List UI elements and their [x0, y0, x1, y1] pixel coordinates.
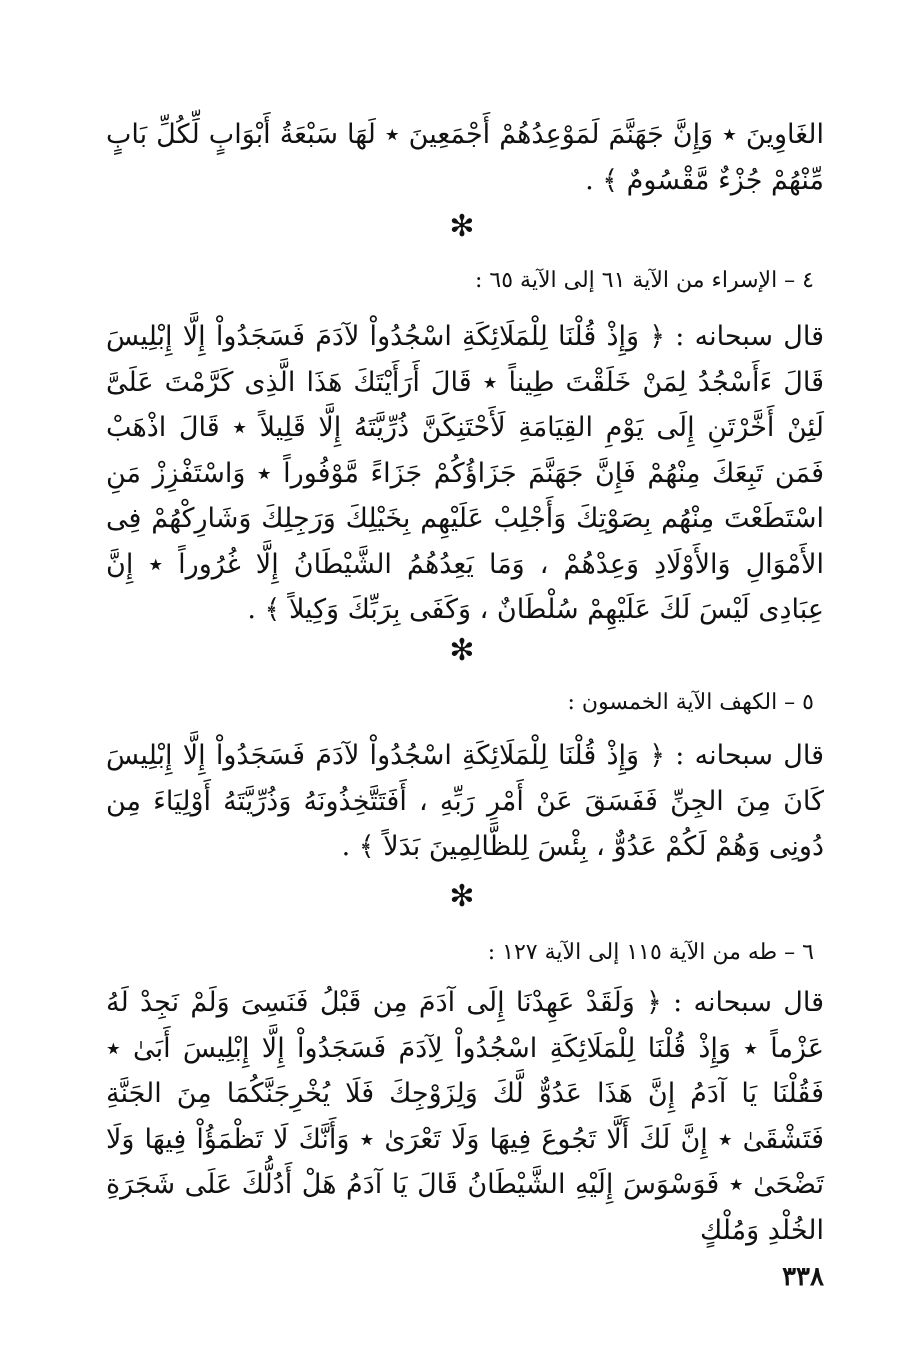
section-heading-taha-text: ٦ – طه من الآية ١١٥ إلى الآية ١٢٧ :	[487, 940, 814, 965]
section-heading-kahf-text: ٥ – الكهف الآية الخمسون :	[567, 690, 814, 715]
section-heading-taha	[106, 938, 824, 968]
section-kahf-paragraph: قال سبحانه : ﴿ وَإِذْ قُلْنَا لِلْمَلَائِكَةِ اسْجُدُواْ لآدَمَ فَسَجَدُواْ إِلَّا إِبْلِيسَ كَانَ مِنَ الجِنِّ فَفَسَقَ عَنْ أَمْرِ رَبِّهِ ، أَفَتَتَّخِذُونَهُ وَذُرِّيَّتَهُ أَوْلِيَاءَ مِن دُونِى وَهُمْ لَكُمْ عَدُوٌّ ، بِئْسَ لِلظَّالِمِينَ بَدَلاً ﴾ .	[106, 740, 824, 862]
continued-verse-paragraph: الغَاوِينَ ٭ وَإِنَّ جَهَنَّمَ لَمَوْعِدُهُمْ أَجْمَعِينَ ٭ لَهَا سَبْعَةُ أَبْوَابٍ لِّكُلِّ بَابٍ مِّنْهُمْ جُزْءٌ مَّقْسُومٌ ﴾ .	[106, 119, 824, 196]
section-taha-paragraph: قال سبحانه : ﴿ وَلَقَدْ عَهِدْنَا إِلَى آدَمَ مِن قَبْلُ فَنَسِىَ وَلَمْ نَجِدْ لَهُ عَزْماً ٭ وَإِذْ قُلْنَا لِلْمَلَائِكَةِ اسْجُدُواْ لِآدَمَ فَسَجَدُواْ إِلَّا إِبْلِيسَ أَبَىٰ ٭ فَقُلْنَا يَا آدَمُ إِنَّ هَذَا عَدُوٌّ لَّكَ وَلِزَوْجِكَ فَلَا يُخْرِجَنَّكُمَا مِنَ الجَنَّةِ فَتَشْقَىٰ ٭ إِنَّ لَكَ أَلَّا تَجُوعَ فِيهَا وَلَا تَعْرَىٰ ٭ وَأَنَّكَ لَا تَظْمَؤُاْ فِيهَا وَلَا تَضْحَىٰ ٭ فَوَسْوَسَ إِلَيْهِ الشَّيْطَانُ قَالَ يَا آدَمُ هَلْ أَدُلُّكَ عَلَى شَجَرَةِ الخُلْدِ وَمُلْكٍ	[106, 987, 824, 1246]
page-number: ٣٣٨	[782, 1262, 824, 1292]
section-isra-paragraph: قال سبحانه : ﴿ وَإِذْ قُلْنَا لِلْمَلَائِكَةِ اسْجُدُواْ لآدَمَ فَسَجَدُواْ إِلَّا إِبْلِيسَ قَالَ ءَأَسْجُدُ لِمَنْ خَلَقْتَ طِيناً ٭ قَالَ أَرَأَيْتَكَ هَذَا الَّذِى كَرَّمْتَ عَلَىَّ لَئِنْ أَخَّرْتَنِ إِلَى يَوْمِ القِيَامَةِ لَأَحْتَنِكَنَّ ذُرِّيَّتَهُ إِلَّا قَلِيلاً ٭ قَالَ اذْهَبْ فَمَن تَبِعَكَ مِنْهُمْ فَإِنَّ جَهَنَّمَ جَزَاؤُكُمْ جَزَاءً مَّوْفُوراً ٭ وَاسْتَفْزِزْ مَنِ اسْتَطَعْتَ مِنْهُم بِصَوْتِكَ وَأَجْلِبْ عَلَيْهِم بِخَيْلِكَ وَرَجِلِكَ وَشَارِكْهُمْ فِى الأَمْوَالِ وَالأَوْلَادِ وَعِدْهُمْ ، وَمَا يَعِدُهُمُ الشَّيْطَانُ إِلَّا غُرُوراً ٭ إِنَّ عِبَادِى لَيْسَ لَكَ عَلَيْهِمْ سُلْطَانٌ ، وَكَفَى بِرَبِّكَ وَكِيلاً ﴾ .	[106, 321, 824, 625]
section-heading-kahf	[106, 688, 824, 718]
section-separator-star: ✻	[449, 879, 475, 914]
section-heading-isra-text: ٤ – الإسراء من الآية ٦١ إلى الآية ٦٥ :	[475, 268, 814, 293]
section-separator-star: ✻	[449, 633, 475, 668]
section-separator-star: ✻	[449, 209, 475, 244]
section-heading-isra	[106, 266, 824, 296]
